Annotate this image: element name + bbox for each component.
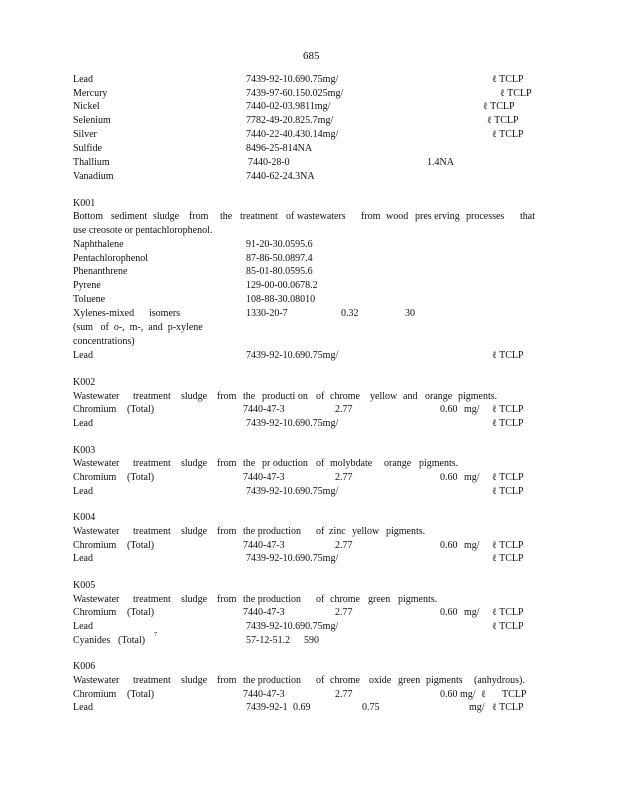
row-cas: 7439-92-10.690.75mg/: [246, 74, 339, 85]
page-number: 685: [303, 50, 320, 62]
row-cas: 7440-02-03.9811mg/: [246, 101, 331, 112]
row-name: Lead: [73, 418, 93, 429]
desc-line: use creosote or pentachlorophenol.: [73, 225, 213, 236]
desc-word: of: [316, 458, 325, 469]
desc-word: pigments.: [419, 458, 459, 469]
waste-code: K004: [73, 512, 96, 523]
desc-word: treatment: [133, 675, 171, 686]
desc-word: the: [243, 391, 256, 402]
desc-word: that: [520, 211, 535, 222]
row-unit-symbol: ℓ: [481, 689, 486, 700]
desc-word: the production: [243, 526, 302, 537]
row-name: Phenanthrene: [73, 266, 128, 277]
row-name: Chromium: [73, 472, 117, 483]
desc-word: treatment: [133, 594, 171, 605]
row-note: concentrations): [73, 336, 135, 347]
desc-word: from: [217, 526, 237, 537]
row-tail: ℓ TCLP: [492, 129, 524, 140]
row-value: 2.77: [335, 472, 353, 483]
desc-word: Bottom: [73, 211, 104, 222]
row-value: 0.75: [362, 702, 380, 713]
row-unit: mg/: [464, 607, 480, 618]
row-tail: ℓ TCLP: [492, 540, 524, 551]
row-name: Lead: [73, 74, 93, 85]
row-name: Lead: [73, 486, 93, 497]
row-name: Chromium: [73, 540, 117, 551]
desc-word: pigments.: [458, 391, 498, 402]
row-name: Lead: [73, 621, 93, 632]
row-cas: 7439-92-10.690.75mg/: [246, 621, 339, 632]
row-cas: 7439-92-10.690.75mg/: [246, 350, 339, 361]
row-tail: ℓ TCLP: [492, 621, 524, 632]
row-unit: mg/: [464, 472, 480, 483]
row-name-suffix: (Total): [127, 540, 155, 551]
row-name-suffix: (Total): [127, 607, 155, 618]
desc-word: green: [368, 594, 391, 605]
row-value: 2.77: [335, 404, 353, 415]
row-cas: 108-88-30.08010: [246, 294, 316, 305]
waste-code: K003: [73, 445, 96, 456]
desc-word: from: [361, 211, 381, 222]
row-name: Sulfide: [73, 143, 102, 154]
desc-word: sludge: [181, 391, 208, 402]
row-value: 0.32: [341, 308, 359, 319]
row-name: Pyrene: [73, 280, 101, 291]
desc-word: from: [189, 211, 209, 222]
waste-code: K002: [73, 377, 96, 388]
row-name: Lead: [73, 350, 93, 361]
desc-word: orange: [425, 391, 453, 402]
desc-word: wood: [386, 211, 409, 222]
row-value: 0.60: [440, 404, 458, 415]
row-cas: 7440-47-3: [243, 607, 285, 618]
row-name: Lead: [73, 553, 93, 564]
row-tail: ℓ TCLP: [492, 472, 524, 483]
row-cas: 7782-49-20.825.7mg/: [246, 115, 334, 126]
desc-word: sludge: [181, 594, 208, 605]
desc-word: of: [316, 526, 325, 537]
row-tail: ℓ TCLP: [492, 74, 524, 85]
row-name-suffix: isomers: [149, 308, 181, 319]
row-name: Naphthalene: [73, 239, 124, 250]
row-cas: 7440-47-3: [243, 472, 285, 483]
row-name: Cyanides: [73, 635, 111, 646]
desc-word: sludge: [181, 675, 208, 686]
row-name: Silver: [73, 129, 97, 140]
row-name: Mercury: [73, 88, 108, 99]
row-cas: 7439-97-60.150.025mg/: [246, 88, 344, 99]
desc-word: of wastewaters: [286, 211, 346, 222]
desc-word: chrome: [330, 594, 360, 605]
row-unit: mg/: [464, 404, 480, 415]
desc-word: Wastewater: [73, 594, 120, 605]
desc-word: from: [217, 391, 237, 402]
row-name: Toluene: [73, 294, 106, 305]
row-cas: 129-00-00.0678.2: [246, 280, 318, 291]
desc-word: Wastewater: [73, 391, 120, 402]
row-value: 1.4NA: [427, 157, 454, 168]
row-cas: 7439-92-10.690.75mg/: [246, 486, 339, 497]
desc-word: from: [217, 458, 237, 469]
desc-word: sludge: [153, 211, 180, 222]
row-value: 2.77: [335, 540, 353, 551]
row-name: Nickel: [73, 101, 100, 112]
row-cas: 7440-47-3: [243, 689, 285, 700]
desc-word: pigments.: [386, 526, 426, 537]
desc-word: from: [217, 675, 237, 686]
desc-word: Wastewater: [73, 526, 120, 537]
row-name: Thallium: [73, 157, 110, 168]
desc-word: treatment: [133, 458, 171, 469]
desc-word: producti on: [262, 391, 308, 402]
row-cas: 87-86-50.0897.4: [246, 253, 313, 264]
desc-word: Wastewater: [73, 458, 120, 469]
row-name: Vanadium: [73, 171, 114, 182]
desc-word: (anhydrous).: [474, 675, 525, 686]
desc-word: yellow: [352, 526, 380, 537]
row-tail: ℓ TCLP: [492, 404, 524, 415]
waste-code: K001: [73, 198, 96, 209]
desc-word: pres erving: [415, 211, 460, 222]
row-value: 0.69: [293, 702, 311, 713]
desc-word: sludge: [181, 458, 208, 469]
desc-word: the: [243, 458, 256, 469]
row-cas: 7440-62-24.3NA: [246, 171, 315, 182]
row-tail: ℓ TCLP: [492, 418, 524, 429]
desc-word: orange: [384, 458, 412, 469]
row-tail: ℓ TCLP: [492, 607, 524, 618]
row-note: (sum of o-, m-, and p-xylene: [73, 322, 203, 333]
row-name-suffix: (Total): [127, 404, 155, 415]
row-value: 0.60: [440, 540, 458, 551]
row-cas: 7439-92-1: [246, 702, 288, 713]
desc-word: processes: [466, 211, 505, 222]
footnote-marker: 7: [154, 632, 157, 638]
row-cas: 85-01-80.0595.6: [246, 266, 313, 277]
row-name: Chromium: [73, 689, 117, 700]
desc-word: treatment: [133, 391, 171, 402]
row-name: Lead: [73, 702, 93, 713]
waste-code: K006: [73, 661, 96, 672]
desc-word: treatment: [240, 211, 278, 222]
row-tail: ℓ TCLP: [492, 702, 524, 713]
desc-word: chrome: [330, 391, 360, 402]
desc-word: zinc: [329, 526, 346, 537]
desc-word: yellow: [370, 391, 398, 402]
row-value: 2.77: [335, 689, 353, 700]
desc-word: of: [316, 391, 325, 402]
row-value: 2.77: [335, 607, 353, 618]
row-tail: ℓ TCLP: [492, 553, 524, 564]
row-name: Xylenes-mixed: [73, 308, 135, 319]
row-value: 30: [405, 308, 415, 319]
row-cas: 7440-22-40.430.14mg/: [246, 129, 339, 140]
row-tail: ℓ TCLP: [500, 88, 532, 99]
desc-word: sediment: [111, 211, 148, 222]
row-cas: 7439-92-10.690.75mg/: [246, 418, 339, 429]
row-value: 0.60: [440, 472, 458, 483]
desc-word: green: [398, 675, 421, 686]
desc-word: molybdate: [330, 458, 373, 469]
desc-word: and: [403, 391, 418, 402]
desc-word: chrome: [330, 675, 360, 686]
row-cas: 7440-47-3: [243, 540, 285, 551]
row-cas: 57-12-51.2: [246, 635, 291, 646]
row-tail: TCLP: [502, 689, 527, 700]
row-tail: ℓ TCLP: [492, 350, 524, 361]
row-name-suffix: (Total): [127, 689, 155, 700]
row-name: Chromium: [73, 607, 117, 618]
row-name-suffix: (Total): [118, 635, 146, 646]
row-name: Pentachlorophenol: [73, 253, 148, 264]
row-tail: ℓ TCLP: [487, 115, 519, 126]
row-unit: mg/: [464, 540, 480, 551]
desc-word: oxide: [369, 675, 392, 686]
desc-word: of: [316, 594, 325, 605]
row-tail: ℓ TCLP: [483, 101, 515, 112]
row-name: Selenium: [73, 115, 111, 126]
row-name: Chromium: [73, 404, 117, 415]
row-value: 590: [304, 635, 319, 646]
row-unit: mg/: [469, 702, 485, 713]
row-name-suffix: (Total): [127, 472, 155, 483]
waste-code: K005: [73, 580, 96, 591]
desc-word: sludge: [181, 526, 208, 537]
desc-word: the: [220, 211, 233, 222]
desc-word: the production: [243, 594, 302, 605]
row-cas: 7440-28-0: [248, 157, 290, 168]
desc-word: from: [217, 594, 237, 605]
row-cas: 91-20-30.0595.6: [246, 239, 313, 250]
desc-word: Wastewater: [73, 675, 120, 686]
desc-word: of: [316, 675, 325, 686]
row-tail: ℓ TCLP: [492, 486, 524, 497]
row-value: 0.60: [440, 607, 458, 618]
row-cas: 7439-92-10.690.75mg/: [246, 553, 339, 564]
desc-word: pr oduction: [262, 458, 308, 469]
desc-word: pigments: [426, 675, 463, 686]
desc-word: the production: [243, 675, 302, 686]
row-cas: 7440-47-3: [243, 404, 285, 415]
desc-word: pigments.: [398, 594, 438, 605]
desc-word: treatment: [133, 526, 171, 537]
row-unit: mg/: [460, 689, 476, 700]
row-cas: 8496-25-814NA: [246, 143, 313, 154]
row-cas: 1330-20-7: [246, 308, 288, 319]
row-value: 0.60: [440, 689, 458, 700]
